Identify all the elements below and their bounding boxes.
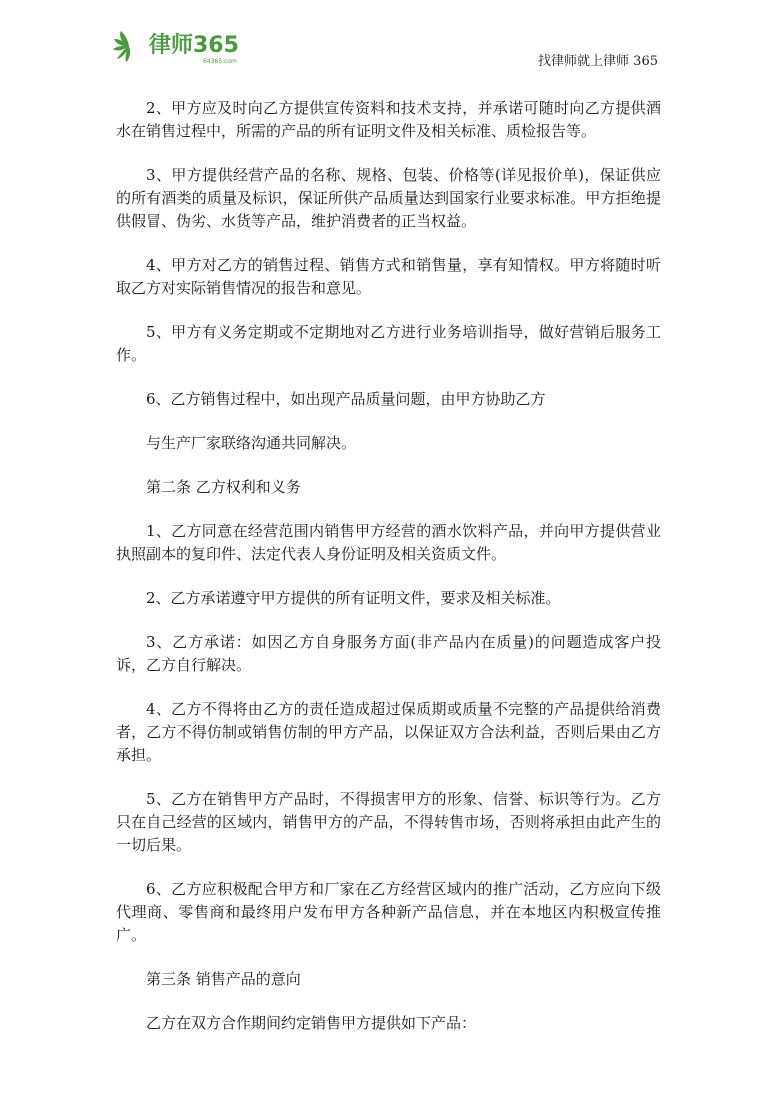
paragraph-party-a-2: 2、甲方应及时向乙方提供宣传资料和技术支持，并承诺可随时向乙方提供酒水在销售过程中，所需的产品的所有证明文件及相关标准、质检报告等。 [116, 99, 661, 140]
paragraph-products-intent: 乙方在双方合作期间约定销售甲方提供如下产品： [146, 1014, 477, 1032]
page-header [0, 0, 774, 80]
paragraph-party-a-5: 5、甲方有义务定期或不定期地对乙方进行业务培训指导，做好营销后服务工作。 [116, 323, 661, 364]
paragraph-party-b-5: 5、乙方在销售甲方产品时，不得损害甲方的形象、信誉、标识等行为。乙方只在自己经营的区域内，销售甲方的产品，不得转售市场，否则将承担由此产生的一切后果。 [116, 790, 661, 854]
logo-wordmark: 律师365 [149, 33, 239, 58]
document-body [116, 97, 661, 1056]
paragraph-party-b-3: 3、乙方承诺：如因乙方自身服务方面(非产品内在质量)的问题造成客户投诉，乙方自行解决。 [116, 633, 661, 674]
header-tagline: 找律师就上律师 365 [538, 54, 658, 69]
paragraph-party-a-6: 6、乙方销售过程中，如出现产品质量问题，由甲方协助乙方 [146, 390, 546, 408]
paragraph-party-b-6: 6、乙方应积极配合甲方和厂家在乙方经营区域内的推广活动，乙方应向下级代理商、零售商和最终用户发布甲方各种新产品信息，并在本地区内积极宣传推广。 [116, 880, 661, 944]
section-heading-article-2: 第二条 乙方权利和义务 [146, 478, 301, 496]
paragraph-party-a-6-cont: 与生产厂家联络沟通共同解决。 [146, 434, 357, 452]
paragraph-party-a-3: 3、甲方提供经营产品的名称、规格、包装、价格等(详见报价单)，保证供应的所有酒类的质量及标识，保证所供产品质量达到国家行业要求标准。甲方拒绝提供假冒、伪劣、水货等产品，维护消费者的正当权益。 [116, 166, 661, 230]
logo-domain: 64365.com [203, 58, 237, 65]
leaf-logo-icon [112, 29, 146, 63]
site-logo[interactable] [112, 24, 239, 68]
paragraph-party-a-4: 4、甲方对乙方的销售过程、销售方式和销售量，享有知情权。甲方将随时听取乙方对实际销售情况的报告和意见。 [116, 256, 661, 297]
paragraph-party-b-2: 2、乙方承诺遵守甲方提供的所有证明文件，要求及相关标准。 [146, 589, 561, 607]
paragraph-party-b-4: 4、乙方不得将由乙方的责任造成超过保质期或质量不完整的产品提供给消费者，乙方不得仿制或销售仿制的甲方产品，以保证双方合法利益，否则后果由乙方承担。 [116, 700, 661, 764]
section-heading-article-3: 第三条 销售产品的意向 [146, 970, 301, 988]
paragraph-party-b-1: 1、乙方同意在经营范围内销售甲方经营的酒水饮料产品，并向甲方提供营业执照副本的复印件、法定代表人身份证明及相关资质文件。 [116, 522, 661, 563]
